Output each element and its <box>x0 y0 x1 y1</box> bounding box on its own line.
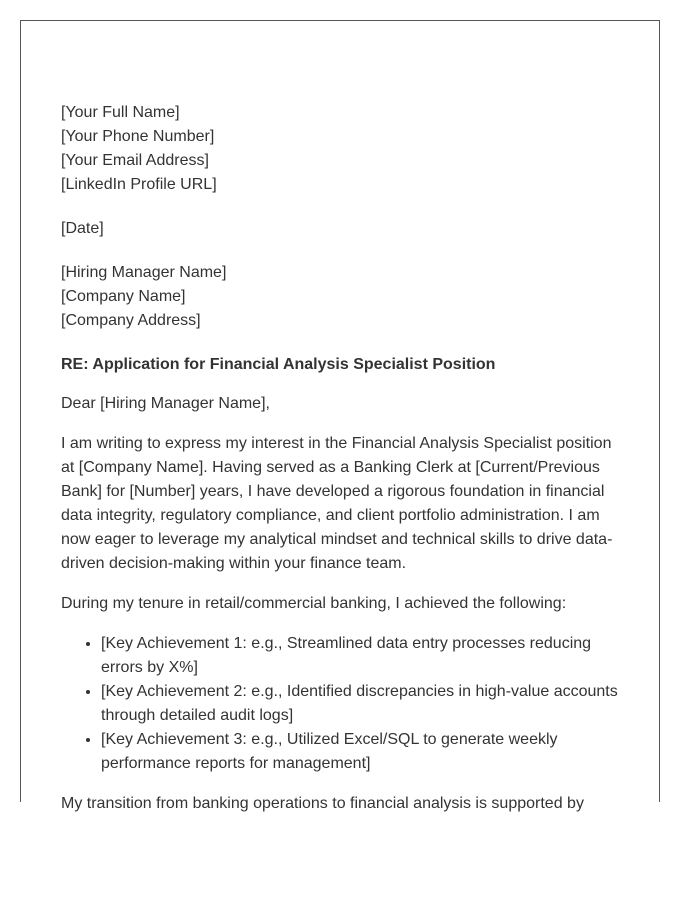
tenure-paragraph: During my tenure in retail/commercial banking, I achieved the following: <box>61 595 567 612</box>
letter-page <box>20 20 660 812</box>
recipient-company: [Company Name] <box>61 288 186 305</box>
list-item: • [Key Achievement 1: e.g., Streamlined data entry processes reducing errors by X%] <box>101 632 621 680</box>
letter-content <box>61 101 621 832</box>
date-block <box>61 217 621 241</box>
sender-name: [Your Full Name] <box>61 104 180 121</box>
letter-date: [Date] <box>61 220 104 237</box>
list-item: • [Key Achievement 2: e.g., Identified discrepancies in high-value accounts through detailed audit logs] <box>101 680 621 728</box>
achievement-list <box>61 632 621 776</box>
subject-line: RE: Application for Financial Analysis Specialist Position <box>61 356 496 373</box>
recipient-address: [Company Address] <box>61 312 201 329</box>
sender-phone: [Your Phone Number] <box>61 128 215 145</box>
intro-paragraph: I am writing to express my interest in the Financial Analysis Specialist position at [Company Name]. Having served as a Banking Clerk at [Current/Previous Bank] for [Number] years, I have developed a rigorous foundation in financial data integrity, regulatory compliance, and client portfolio administration. I am now eager to leverage my analytical mindset and technical skills to drive data-driven decision-making within your finance team. <box>61 435 613 572</box>
transition-paragraph: My transition from banking operations to financial analysis is supported by <box>61 795 584 812</box>
recipient-name: [Hiring Manager Name] <box>61 264 227 281</box>
sender-linkedin: [LinkedIn Profile URL] <box>61 176 217 193</box>
recipient-block <box>61 261 621 333</box>
salutation: Dear [Hiring Manager Name], <box>61 395 270 412</box>
list-item: • [Key Achievement 3: e.g., Utilized Excel/SQL to generate weekly performance reports for management] <box>101 728 621 776</box>
sender-email: [Your Email Address] <box>61 152 209 169</box>
sender-block <box>61 101 621 197</box>
